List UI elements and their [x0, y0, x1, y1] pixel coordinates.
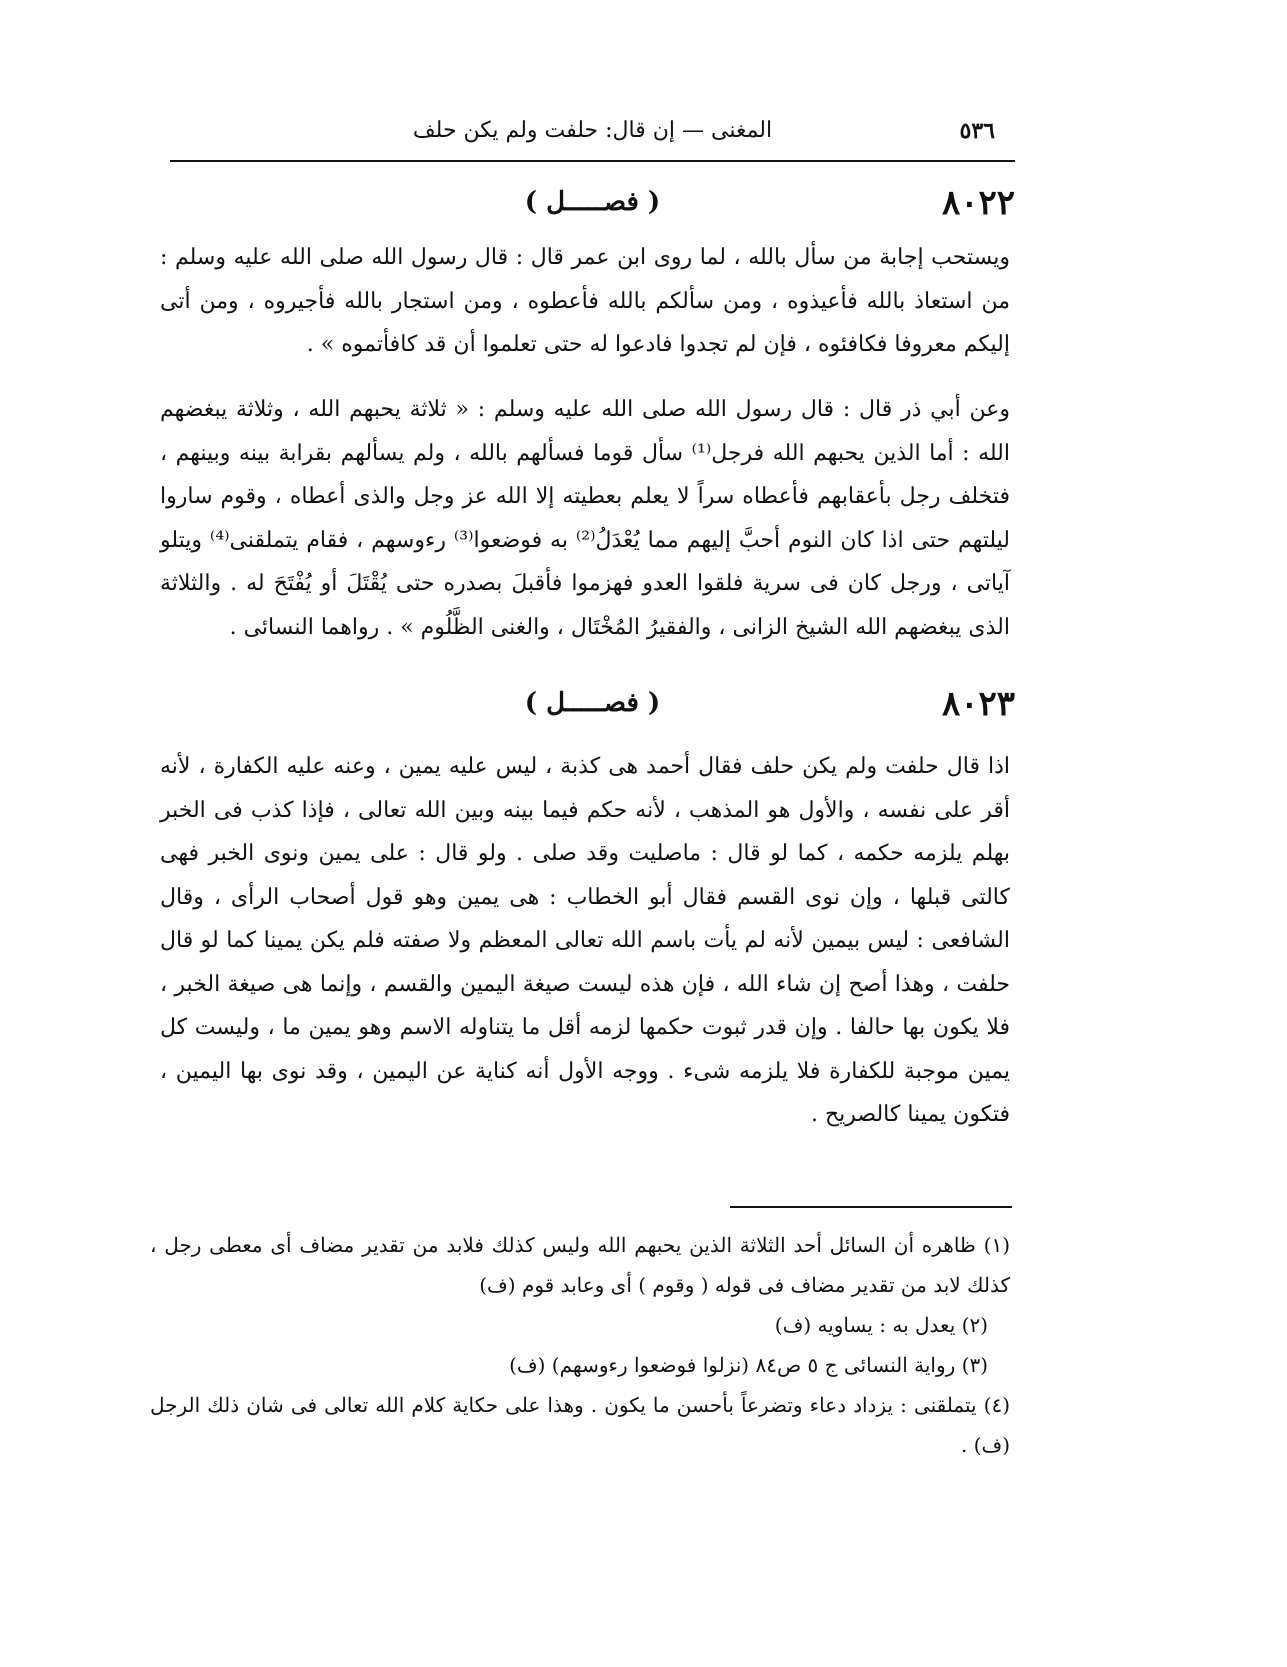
- footnote: (٤) يتملقنى : يزداد دعاء وتضرعاً بأحسن ما يكون . وهذا على حكاية كلام الله تعالى فى شان ذلك الرجل (ف) .: [150, 1393, 1010, 1457]
- footnote: (٢) يعدل به : يساويه (ف): [774, 1313, 988, 1337]
- section-number: ٨٠٢٢: [941, 183, 1015, 223]
- section-title: ( فصـــــل ): [524, 187, 661, 217]
- paragraph: ويستحب إجابة من سأل بالله ، لما روى ابن عمر قال : قال رسول الله صلى الله عليه وسلم : من استعاذ بالله فأعيذوه ، ومن سألكم بالله فأعطوه ، ومن استجار بالله فأجيروه ، ومن أتى إليكم معروفا فكافئوه ، فإن لم تجدوا فادعوا له حتى تعلموا أن قد كافأتموه » .: [160, 245, 1010, 357]
- section-heading-8023: [170, 684, 1015, 734]
- footnote: (٣) رواية النسائى ج ٥ ص٨٤ (نزلوا فوضعوا رءوسهم) (ف): [509, 1353, 988, 1377]
- running-title: المغنى — إن قال: حلفت ولم يكن حلف: [412, 118, 773, 143]
- paragraph: اذا قال حلفت ولم يكن حلف فقال أحمد هى كذبة ، ليس عليه يمين ، وعنه عليه الكفارة ، لأنه أقر على نفسه ، والأول هو المذهب ، لأنه حكم فيما بينه وبين الله تعالى ، فإذا كذب فى الخبر بهلم يلزمه حكمه ، كما لو قال : ماصليت وقد صلى . ولو قال : على يمين ونوى الخبر فهى كالتى قبلها ، وإن نوى القسم فقال أبو الخطاب : هى يمين وهو قول أصحاب الرأى ، وقال الشافعى : ليس بيمين لأنه لم يأت باسم الله تعالى المعظم ولا صفته فلم يكن يمينا كما لو قال حلفت ، وهذا أصح إن شاء الله ، فإن هذه ليست صيغة اليمين والقسم ، وإنما هى صيغة الخبر ، فلا يكون بها حالفا . وإن قدر ثبوت حكمها لزمه أقل ما يتناوله الاسم وهو يمين ما ، وليست كل يمين موجبة للكفارة فلا يلزمه شىء . ووجه الأول أنه كناية عن اليمين ، وقد نوى بها اليمين ، فتكون يمينا كالصريح .: [160, 754, 1010, 1127]
- footnote: (١) ظاهره أن السائل أحد الثلاثة الذين يحبهم الله وليس كذلك فلابد من تقدير مضاف أى معطى رجل ، كذلك لابد من تقدير مضاف فى قوله ( وقوم ) أى وعابد قوم (ف): [150, 1233, 1010, 1297]
- page-number: ٥٣٦: [959, 118, 995, 144]
- header-rule: [170, 160, 1015, 162]
- section-number: ٨٠٢٣: [941, 684, 1015, 724]
- footnote-separator: [730, 1206, 1012, 1208]
- footnotes: [150, 1225, 1010, 1465]
- running-head: [170, 112, 1015, 156]
- section-heading-8022: [170, 183, 1015, 233]
- paragraph: وعن أبي ذر قال : قال رسول الله صلى الله عليه وسلم : « ثلاثة يحبهم الله ، وثلاثة يبغضهم الله : أما الذين يحبهم الله فرجل⁽¹⁾ سأل قوما فسألهم بالله ، ولم يسألهم بقرابة بينه وبينهم ، فتخلف رجل بأعقابهم فأعطاه سراً لا يعلم بعطيته إلا الله عز وجل والذى أعطاه ، وقوم ساروا ليلتهم حتى اذا كان النوم أحبَّ إليهم مما يُعْدَلُ⁽²⁾ به فوضعوا⁽³⁾ رءوسهم ، فقام يتملقنى⁽⁴⁾ ويتلو آياتى ، ورجل كان فى سرية فلقوا العدو فهزموا فأقبلَ بصدره حتى يُقْتَلَ أو يُفْتَحَ له . والثلاثة الذى يبغضهم الله الشيخ الزانى ، والفقيرُ المُخْتَال ، والغنى الظَّلُوم » . رواهما النسائى .: [160, 397, 1010, 640]
- section-title: ( فصـــــل ): [524, 688, 661, 718]
